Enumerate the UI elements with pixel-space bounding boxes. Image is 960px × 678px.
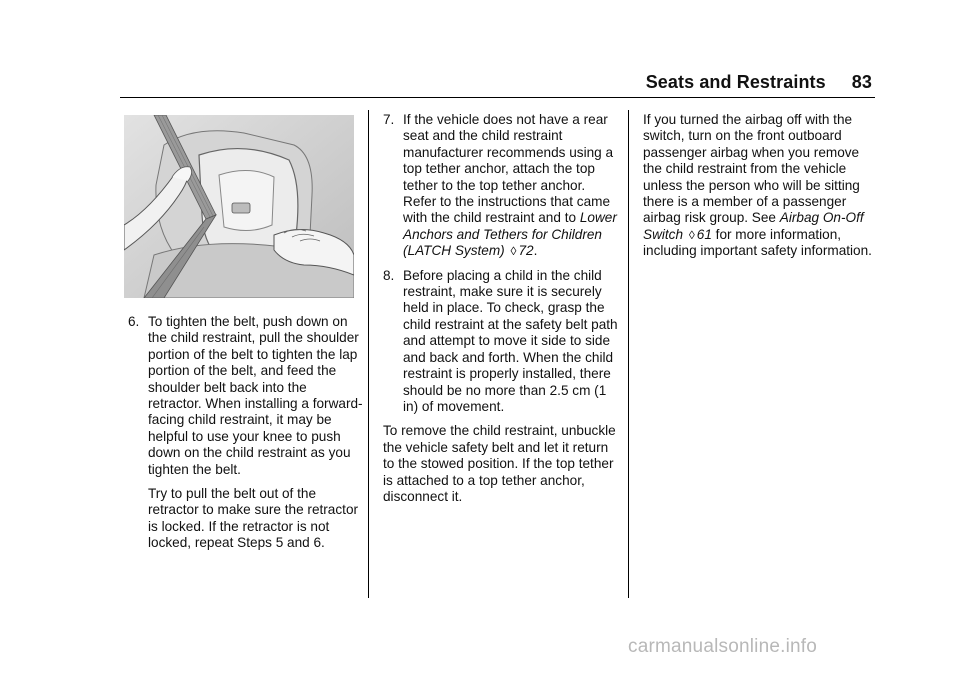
cross-reference-page[interactable]: 72: [518, 243, 534, 259]
watermark-text: carmanualsonline.info: [628, 636, 818, 657]
step-text: If the vehicle does not have a rear seat and the child restraint manufacturer recommends using a top tether anchor, attach the top tether to the top tether anchor. Refer to the instructions that came with the child restraint and to: [403, 112, 614, 226]
step-text-continued: Try to pull the belt out of the retractor to make sure the retractor is locked. If the retractor is not locked, repeat Steps 5 and 6.: [148, 486, 359, 551]
page-number: 83: [851, 72, 872, 92]
step-number: 8.: [383, 267, 395, 283]
paragraph-tail: for more information, including important safety information.: [643, 226, 872, 259]
section-title: Seats and Restraints: [645, 72, 826, 92]
step-8: [383, 268, 618, 416]
step-7: [383, 112, 618, 260]
child-restraint-illustration: [124, 115, 354, 298]
column-divider: [628, 110, 629, 598]
step-number: 6.: [128, 314, 140, 329]
column-2: [383, 112, 618, 505]
airbag-paragraph: [643, 112, 875, 260]
paragraph-text: If you turned the airbag off with the switch, turn on the front outboard passenger airbag when you remove the child restraint from the vehicle unless the person who will be sitting there is a member of a passenger airbag risk group. See: [643, 112, 860, 226]
closing-paragraph: To remove the child restraint, unbuckle the vehicle safety belt and let it return to the stowed position. If the top tether is attached to a top tether anchor, disconnect it.: [383, 423, 616, 504]
cross-reference-page[interactable]: 61: [696, 226, 712, 242]
cross-reference-link[interactable]: Airbag On-Off Switch: [643, 210, 864, 242]
column-divider: [368, 110, 369, 598]
column-1: [128, 314, 363, 560]
step-number: 7.: [383, 112, 395, 127]
column-3: [643, 112, 875, 260]
step-text: To tighten the belt, push down on the child restraint, pull the shoulder portion of the belt to tighten the lap portion of the belt, and feed the shoulder belt back into the retractor. When installing a forward-facing child restraint, it may be helpful to use your knee to push down on the child restraint as you tighten the belt.: [148, 314, 363, 477]
header-rule: [120, 97, 875, 98]
page-reference-icon: ◊: [688, 227, 695, 242]
step-6: [128, 314, 363, 552]
page-header: [646, 72, 872, 93]
cross-reference-link[interactable]: Lower Anchors and Tethers for Children (LATCH System): [403, 210, 617, 259]
step-text: Before placing a child in the child restraint, make sure it is securely held in place. To check, grasp the child restraint at the safety belt path and attempt to move it side to side and back and forth. When the child restraint is properly installed, there should be no more than 2.5 cm (1 in) of movement.: [403, 267, 618, 414]
sentence-end: .: [533, 243, 538, 259]
page-reference-icon: ◊: [510, 244, 517, 259]
